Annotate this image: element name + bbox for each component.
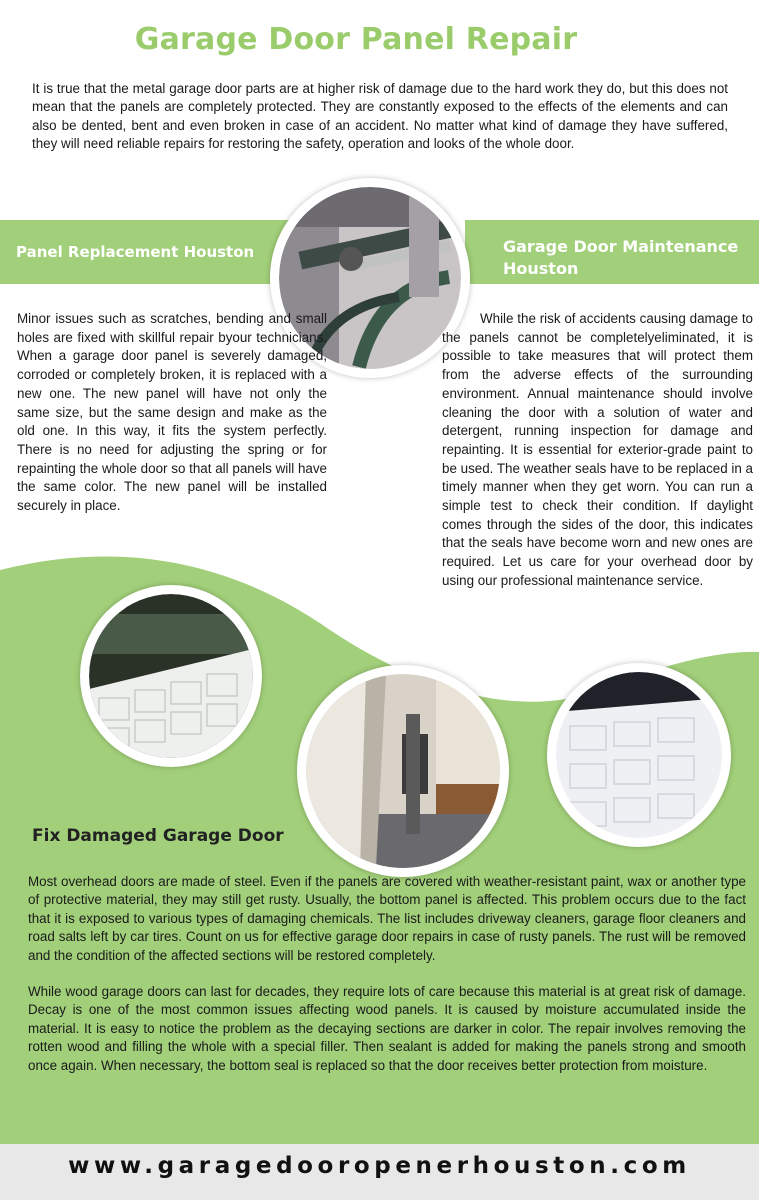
fix-damaged-body bbox=[28, 873, 746, 1075]
maintenance-heading: Garage Door Maintenance Houston bbox=[503, 237, 739, 278]
damaged-track-frame bbox=[297, 665, 509, 877]
page-title: Garage Door Panel Repair bbox=[134, 22, 578, 57]
fix-paragraph-2: While wood garage doors can last for decades, they require lots of care because this material is at great risk of damage. Decay is one of the most common issues affecting wood panels. It is caused by moisture accumulated inside the material. It is easy to notice the problem as the decaying sections are darker in color. The repair involves removing the rotten wood and filling the whole with a special filler. Then sealant is added for making the panels strong and smooth once again. When necessary, the bottom seal is replaced so that the door receives better protection from moisture. bbox=[28, 984, 746, 1073]
footer-url[interactable]: www.garagedooropenerhouston.com bbox=[68, 1153, 691, 1179]
maintenance-text: While the risk of accidents causing damage to the panels cannot be completelyeliminated, it is possible to take measures that will protect them from the adverse effects of the surrounding environment. Annual maintenance should involve cleaning the door with a solution of water and detergent, running inspection for damage and repainting. It is essential for exterior-grade paint to be used. The weather seals have to be replaced in a timely manner when they get worn. You can run a simple test to check their condition. If daylight comes through the sides of the door, this indicates that the seals have become worn and new ones are required. Let us care for your overhead door by using our professional maintenance service. bbox=[442, 311, 753, 588]
fix-paragraph-1: Most overhead doors are made of steel. Even if the panels are covered with weather-resistant paint, wax or another type of protective material, they may still get rusty. Usually, the bottom panel is affected. This problem occurs due to the fact that it is exposed to various types of damaging chemicals. The list includes driveway cleaners, garage floor cleaners and road salts left by car tires. Count on us for effective garage door repairs in case of rusty panels. The rust will be removed and the condition of the affected sections will be restored completely. bbox=[28, 874, 746, 963]
damaged-door-track-photo bbox=[306, 674, 500, 868]
white-panel-door-photo bbox=[556, 672, 722, 838]
panel-replacement-heading: Panel Replacement Houston bbox=[16, 243, 255, 261]
garage-door-interior-photo bbox=[89, 594, 253, 758]
white-panel-frame bbox=[547, 663, 731, 847]
garage-interior-frame bbox=[80, 585, 262, 767]
panel-replacement-text: Minor issues such as scratches, bending and small holes are fixed with skillful repair byour technicians. When a garage door panel is severely damaged, corroded or completely broken, it is replaced with a new one. The new panel will have not only the same size, but the same design and make as the old one. In this way, it fits the system perfectly. There is no need for adjusting the spring or for repainting the whole door so that all panels will have the same color. The new panel will be installed securely in place. bbox=[17, 311, 327, 514]
fix-damaged-heading: Fix Damaged Garage Door bbox=[32, 826, 284, 846]
intro-paragraph: It is true that the metal garage door parts are at higher risk of damage due to the hard work they do, but this does not mean that the panels are completely protected. They are constantly exposed to the effects of the elements and can also be dented, bent and even broken in case of an accident. No matter what kind of damage they have suffered, they will need reliable repairs for restoring the safety, operation and looks of the whole door. bbox=[32, 81, 728, 152]
